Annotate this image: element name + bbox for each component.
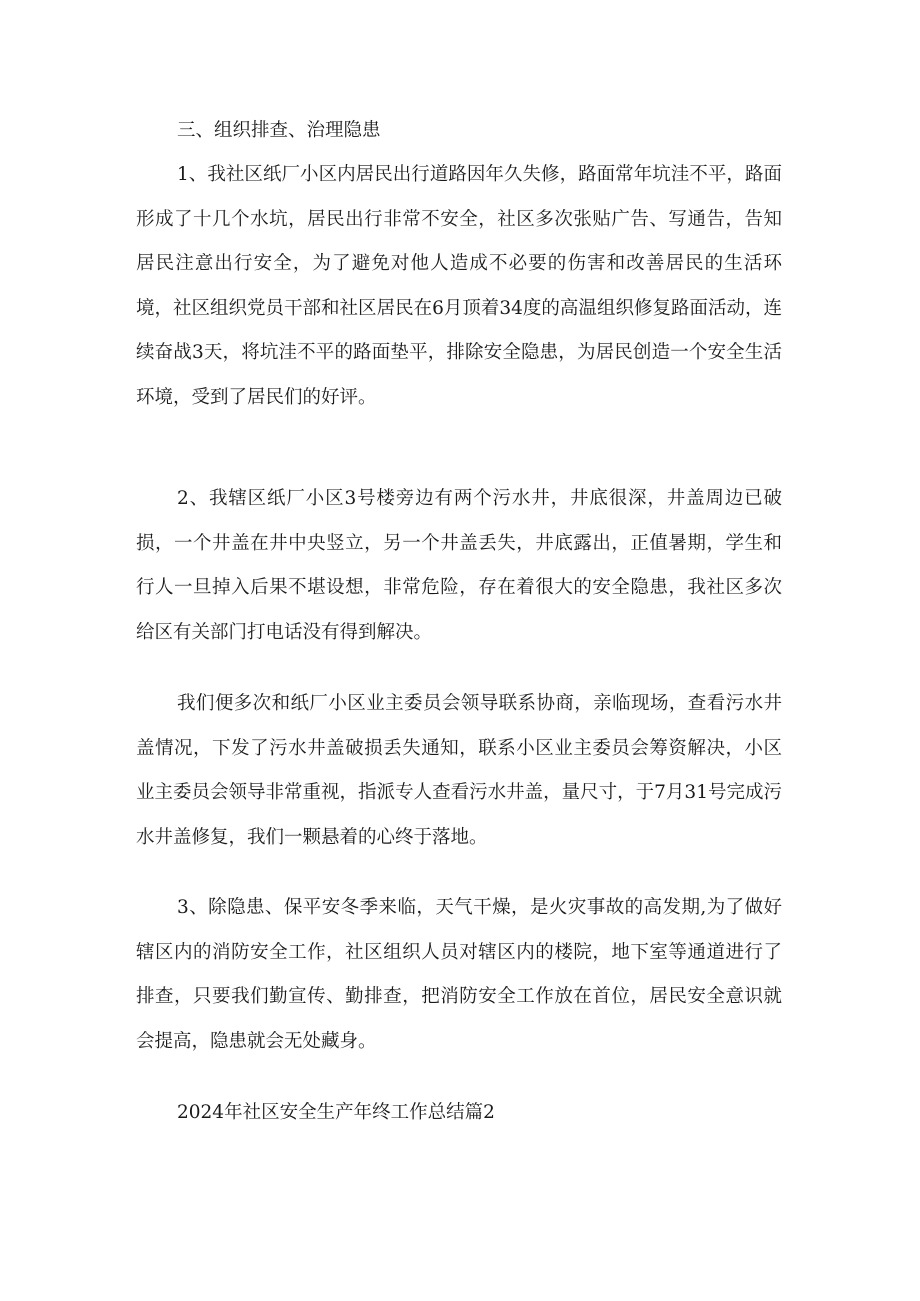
section-heading: 三、组织排查、治理隐患 <box>177 120 381 141</box>
paragraph-road-repair: 1、我社区纸厂小区内居民出行道路因年久失修，路面常年坑洼不平，路面形成了十几个水坑，居民出行非常不安全，社区多次张贴广告、写通告，告知居民注意出行安全，为了避免对他人造成不必要的伤害和改善居民的生活环境，社区组织党员干部和社区居民在6月顶着34度的高温组织修复路面活动，连续奋战3天，将坑洼不平的路面垫平，排除安全隐患，为居民创造一个安全生活环境，受到了居民们的好评。 <box>136 164 782 408</box>
paragraph-fire-safety: 3、除隐患、保平安冬季来临，天气干燥，是火灾事故的高发期,为了做好辖区内的消防安全工作，社区组织人员对辖区内的楼院，地下室等通道进行了排查，只要我们勤宣传、勤排查，把消防安全工作放在首位，居民安全意识就会提高，隐患就会无处藏身。 <box>136 897 782 1052</box>
paragraph-well-cover-fix: 我们便多次和纸厂小区业主委员会领导联系协商，亲临现场，查看污水井盖情况，下发了污水井盖破损丢失通知，联系小区业主委员会筹资解决，小区业主委员会领导非常重视，指派专人查看污水井盖，量尺寸，于7月31号完成污水井盖修复，我们一颗悬着的心终于落地。 <box>136 693 782 848</box>
paragraph-sewer-well: 2、我辖区纸厂小区3号楼旁边有两个污水井，井底很深，井盖周边已破损，一个井盖在井中央竖立，另一个井盖丢失，井底露出，正值暑期，学生和行人一旦掉入后果不堪设想，非常危险，存在着很大的安全隐患，我社区多次给区有关部门打电话没有得到解决。 <box>136 488 782 643</box>
next-section-title: 2024年社区安全生产年终工作总结篇2 <box>177 1102 495 1123</box>
